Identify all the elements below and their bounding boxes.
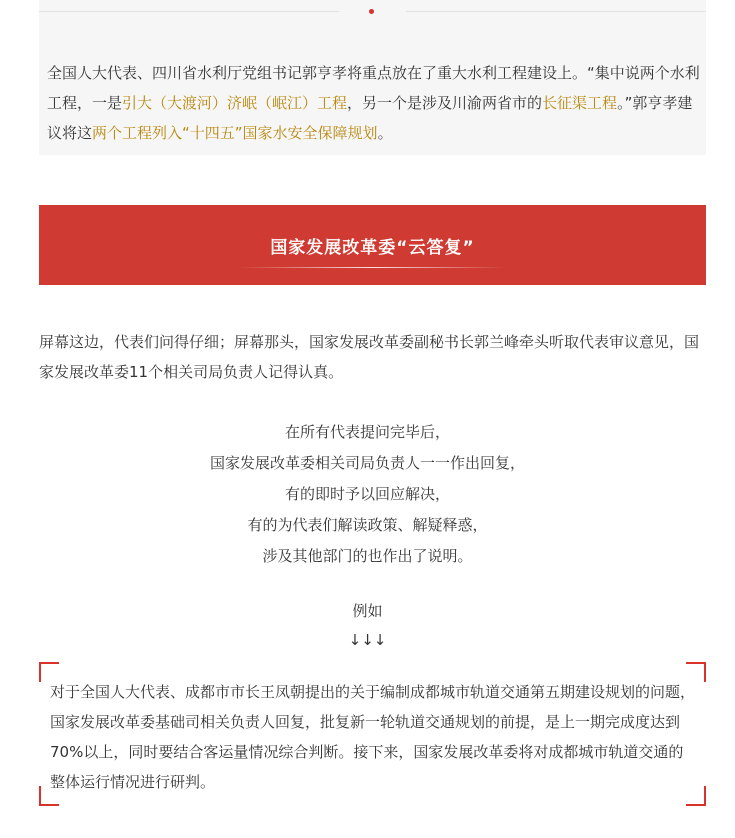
banner-underline	[239, 267, 506, 268]
quote-segment: 。”郭亨孝建议将这	[47, 94, 693, 142]
case-box	[39, 662, 706, 806]
quote-highlight: 引大（大渡河）济岷（岷江）工程	[122, 94, 348, 112]
centered-line: 涉及其他部门的也作出了说明。	[262, 547, 473, 565]
divider-dot	[369, 9, 374, 14]
centered-line: 国家发展改革委相关司局负责人一一作出回复，	[209, 454, 525, 472]
section-banner	[39, 205, 706, 285]
down-arrows-icon: ↓↓↓	[348, 631, 387, 649]
quote-segment: 全国人大代表、四川省水利厅党组书记郭亨孝将重点放在了重大水利工程建设上。“集中说两个水利工程，一是	[47, 64, 700, 112]
divider-left	[39, 11, 339, 12]
divider-right	[406, 11, 706, 12]
example-label: 例如	[352, 602, 383, 620]
centered-line: 有的即时予以回应解决，	[284, 485, 450, 503]
case-text: 对于全国人大代表、成都市市长王凤朝提出的关于编制成都城市轨道交通第五期建设规划的问题，国家发展改革委基础司相关负责人回复，批复新一轮轨道交通规划的前提，是上一期完成度达到70%以上，同时要结合客运量情况综合判断。接下来，国家发展改革委将对成都城市轨道交通的整体运行情况进行研判。	[50, 683, 696, 791]
centered-line: 有的为代表们解读政策、解疑释惑，	[247, 516, 488, 534]
quote-text	[47, 58, 703, 148]
body-paragraph: 屏幕这边，代表们问得仔细；屏幕那头，国家发展改革委副秘书长郭兰峰牵头听取代表审议意见，国家发展改革委11个相关司局负责人记得认真。	[39, 333, 700, 381]
centered-lines	[0, 417, 735, 572]
quote-segment: ，另一个是涉及川渝两省市的	[347, 94, 543, 112]
quote-segment: 。	[377, 124, 393, 142]
quote-box	[39, 0, 706, 155]
centered-line: 在所有代表提问完毕后，	[284, 423, 450, 441]
section-title: 国家发展改革委“云答复”	[270, 238, 475, 258]
quote-highlight: 长征渠工程	[542, 94, 618, 112]
quote-highlight: 两个工程列入“十四五”国家水安全保障规划	[92, 124, 378, 142]
